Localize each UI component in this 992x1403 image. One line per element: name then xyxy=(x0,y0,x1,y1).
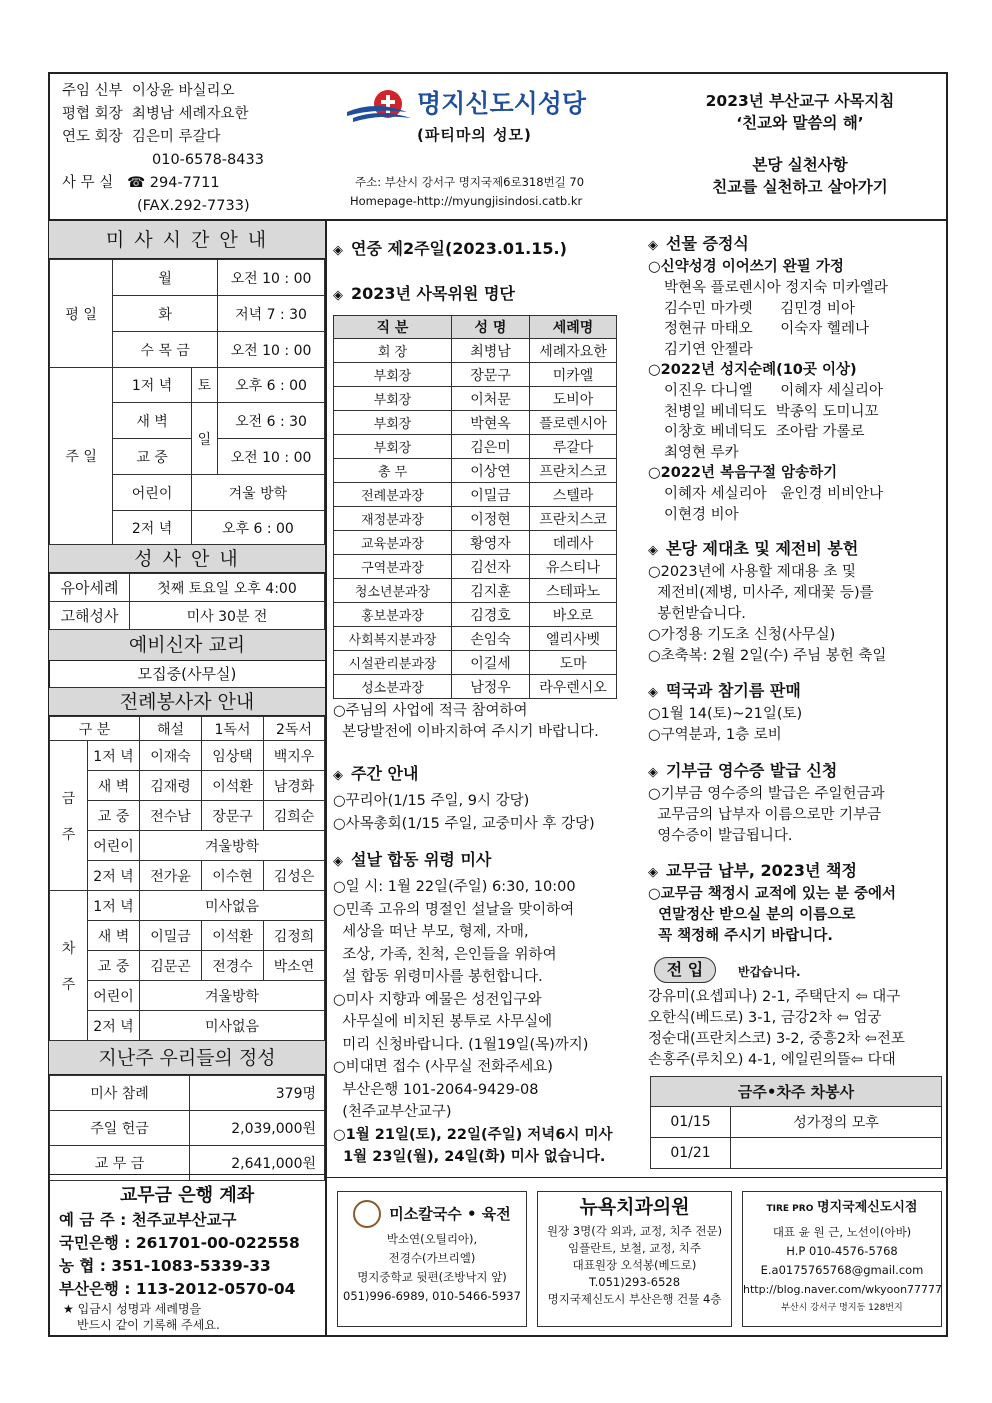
list-line: 김수민 마가렛 김민경 비아 xyxy=(664,300,855,317)
list-line: 최영현 루카 xyxy=(664,444,739,461)
servers-title: 전례봉사자 안내 xyxy=(49,688,325,716)
ad-dental: 뉴욕치과의원 원장 3명(각 외과, 교정, 치주 전문) 임플란트, 보철, 교정, 치주 대표원장 오석봉(베드로) T.051)293-6528 명지국제신도시 부산은행 건물 4층 xyxy=(537,1191,732,1327)
list-line: 제전비(제병, 미사주, 제대꽃 등)를 xyxy=(648,585,874,601)
welcome-header xyxy=(648,957,943,985)
church-name: 명지신도시성당 xyxy=(417,89,587,118)
heading-weekly: ◈ 주간 안내 xyxy=(333,764,419,783)
list-line: 영수증이 발급됩니다. xyxy=(648,828,793,844)
list-line: ○1월 14(토)~21일(토) xyxy=(648,706,803,722)
duty-table: 금주•차주 차봉사 01/15 성가정의 모후 01/21 xyxy=(650,1076,942,1169)
council-row: 사회복지분과장 손임숙 엘리사벳 xyxy=(334,627,617,651)
council-row: 전례분과장 이밀금 스텔라 xyxy=(334,483,617,507)
list-line: 1월 23일(월), 24일(화) 미사 없습니다. xyxy=(333,1149,606,1165)
list-line: 정현규 마태오 이숙자 헬레나 xyxy=(664,321,869,337)
lunar-list xyxy=(333,876,643,1169)
left-column xyxy=(49,221,327,1335)
list-line: 사무실에 비치된 봉투로 사무실에 xyxy=(333,1014,553,1030)
list-line: 미리 신청바랍니다. (1월19일(목)까지) xyxy=(333,1036,589,1053)
list-line: ○비대면 접수 (사무실 전화주세요) xyxy=(333,1059,553,1075)
catechumen-text: 모집중(사무실) xyxy=(49,661,325,688)
staff-row: 연도 회장 김은미 루갈다 xyxy=(62,129,221,145)
list-line: ○구역분과, 1층 로비 xyxy=(648,727,782,743)
servers-table: 구 분 해설 1독서 2독서 금 주 1저 녁 이재숙 임상택 백지우 새 벽 김재령 이석환 남경화 교 중 전수남 장문구 김희순 어린이 겨울방학 2저 녁 전가윤 이수현 김성은 차 주 1저 녁 미사없음 새 벽 이밀금 이석환 김정희 교 중 김문곤 전경수 박소연 어린이 겨울방학 2저 녁 미사없음 xyxy=(49,716,325,1041)
council-row: 성소분과장 남정우 라우렌시오 xyxy=(334,675,617,699)
list-line: ○미사 지향과 예물은 성전입구와 xyxy=(333,991,542,1008)
heading-sunday: ◈ 연중 제2주일(2023.01.15.) xyxy=(333,239,567,258)
list-line: ○가정용 기도초 신청(사무실) xyxy=(648,627,836,643)
list-line: ○일 시: 1월 22일(주일) 6:30, 10:00 xyxy=(333,879,576,895)
welcome-text: 반갑습니다. xyxy=(738,965,801,979)
list-line: 세상을 떠난 부모, 형제, 자매, xyxy=(333,924,529,940)
header-right: 2023년 부산교구 사목지침 ‘친교와 말씀의 해’ 본당 실천사항 친교를 실천하고 살아가기 xyxy=(705,92,895,196)
list-line: 강유미(요셉피나) 2-1, 주택단지 ⇦ 대구 xyxy=(648,989,901,1005)
heading-gift: ◈ 선물 증정식 xyxy=(648,234,749,253)
mass-title: 미 사 시 간 안 내 xyxy=(49,221,325,259)
council-row: 부회장 김은미 루갈다 xyxy=(334,435,617,459)
offering-table: 미사 참례 379명 주일 헌금 2,039,000원 교 무 금 2,641,000원 xyxy=(49,1075,325,1181)
ad-restaurant: 미소칼국수 • 육전 박소연(오틸리아), 전경수(가브리엘) 명지중학교 뒷편(조방낙지 앞) 051)996-6989, 010-5466-5937 xyxy=(337,1191,527,1327)
list-line: (천주교부산교구) xyxy=(333,1104,452,1120)
council-row: 회 장 최병남 세례자요한 xyxy=(334,339,617,363)
church-subtitle: (파티마의 성모) xyxy=(417,126,532,144)
heading-candle: ◈ 본당 제대초 및 제전비 봉헌 xyxy=(648,539,859,558)
middle-column: ◈ 연중 제2주일(2023.01.15.) ◈ 2023년 사목위원 명단 직 분 성 명 세례명 회 장 최병남 세례자요한 부회장 장문구 미카엘 부회장 이처문 도비아 부회장 박현옥 플로렌시아 부회장 김은미 루갈다 총 무 이상연 프란치스코 전례분과장 이밀금 스텔라 재정분과장 이정현 프란치스코 교육분과장 황영자 데레사 구역분과장 김선자 유스티나 청소년분과장 김지훈 스테파노 홍보분과장 김경호 바오로 사회복지분과장 손임숙 엘리사벳 시설관리분과장 이길세 도마 성소분과장 남정우 라우렌시오 ○주님의 사업에 적극 참여하여 본당발전에 이바지하여 주시기 바랍니다. ◈ 주간 안내 ○꾸리아(1/15 주일, 9시 강당) ○사목총회(1/15 주일, 교중미사 후 강당) ◈ 설날 합동 위령 미사 ○일 시: 1월 22일(주일) 6:30, 10:00 ○민족 고유의 명절인 설날을 맞이하여 세상을 떠난 부모, 형제, 자매, 조상, 가족, 친척, 은인들을 위하여 설 합동 위령미사를 봉헌합니다. ○미사 지향과 예물은 성전입구와 사무실에 비치된 봉투로 사무실에 미리 신청바랍니다. (1월19일(목)까지) ○비대면 접수 (사무실 전화주세요) 부산은행 101-2064-9429-08 (천주교부산교구) ○1월 21일(토), 22일(주일) 저녁6시 미사 1월 23일(월), 24일(화) 미사 없습니다. xyxy=(333,238,643,1169)
council-row: 부회장 박현옥 플로렌시아 xyxy=(334,411,617,435)
fax: (FAX.292-7733) xyxy=(137,198,250,214)
list-line: 손홍주(루치오) 4-1, 에일린의뜰⇦ 다대 xyxy=(648,1052,896,1068)
list-line: ○기부금 영수증의 발급은 주일헌금과 xyxy=(648,786,885,802)
welcome-badge: 전 입 xyxy=(654,957,716,983)
list-line: 조상, 가족, 친척, 은인들을 위하여 xyxy=(333,946,557,963)
list-line: 이진우 다니엘 이혜자 세실리아 xyxy=(664,383,883,399)
list-line: 연말정산 받으실 분의 이름으로 xyxy=(648,907,856,923)
council-row: 구역분과장 김선자 유스티나 xyxy=(334,555,617,579)
heading-receipt: ◈ 기부금 영수증 발급 신청 xyxy=(648,761,838,780)
sunday-label: 주 일 xyxy=(50,368,113,545)
council-row: 총 무 이상연 프란치스코 xyxy=(334,459,617,483)
ad-tire: TIRE PRO 명지국제신도시점 대표 윤 원 근, 노선이(아바) H.P 010-4576-5768 E.a0175765768@gmail.com http://blog.naver.com/wkyoon77777 부산시 강서구 명지동 128번지 xyxy=(742,1191,942,1327)
list-line: 천병일 베네딕도 박종익 도미니꼬 xyxy=(664,403,879,420)
list-line: 이창호 베네딕도 조아람 가롤로 xyxy=(664,424,865,440)
mass-table: 평 일 월 오전 10 : 00 화 저녁 7 : 30 수 목 금 오전 10 : 00 주 일 1저 녁 토 오후 6 : 00 새 벽 일 오전 6 : 30 교 중 오전 10 : 00 어린이 겨울 방학 2저 녁 오후 6 : 00 xyxy=(49,259,325,545)
council-row: 부회장 장문구 미카엘 xyxy=(334,363,617,387)
offering-title: 지난주 우리들의 정성 xyxy=(49,1041,325,1075)
list-line: 정순대(프란치스코) 3-2, 중흥2차 ⇦전포 xyxy=(648,1031,905,1047)
bank-section: 교무금 은행 계좌 예 금 주 : 천주교부산교구 국민은행 : 261701-00-022558 농 협 : 351-1083-5339-33 부산은행 : 113-2012-0570-04 ★ 입금시 성명과 세례명을 반드시 같이 기록해 주세요. xyxy=(49,1174,325,1333)
list-line: 꼭 책정해 주시기 바랍니다. xyxy=(648,928,833,944)
right-column: ◈ 선물 증정식 ○신약성경 이어쓰기 완필 가정 박현옥 플로렌시아 정지숙 미카엘라 김수민 마가렛 김민경 비아 정현규 마태오 이숙자 헬레나 김기연 안젤라 ○2022년 성지순례(10곳 이상) 이진우 다니엘 이혜자 세실리아 천병일 베네딕도 박종익 도미니꼬 이창호 베네딕도 조아람 가롤로 최영현 루카 ○2022년 복음구절 암송하기 이혜자 세실리아 윤인경 비비안나 이현경 비아 ◈ 본당 제대초 및 제전비 봉헌 ○2023년에 사용할 제대용 초 및 제전비(제병, 미사주, 제대꽃 등)를 봉헌받습니다. ○가정용 기도초 신청(사무실) ○초축복: 2월 2일(수) 주님 봉헌 축일 ◈ 떡국과 참기름 판매 ○1월 14(토)~21일(토) ○구역분과, 1층 로비 ◈ 기부금 영수증 발급 신청 ○기부금 영수증의 발급은 주일헌금과 교무금의 납부자 이름으로만 기부금 영수증이 발급됩니다. ◈ 교무금 납부, 2023년 책정 ○교무금 책정시 교적에 있는 분 중에서 연말정산 받으실 분의 이름으로 꼭 책정해 주시기 바랍니다. 전 입 반갑습니다. 강유미(요셉피나) 2-1, 주택단지 ⇦ 대구 오한식(베드로) 3-1, 금강2차 ⇦ 엄궁 정순대(프란치스코) 3-2, 중흥2차 ⇦전포 손홍주(루치오) 4-1, 에일린의뜰⇦ 다대 xyxy=(648,233,943,1071)
church-logo-icon xyxy=(345,86,415,126)
header-left xyxy=(62,80,312,218)
list-line: 박현옥 플로렌시아 정지숙 미카엘라 xyxy=(664,280,888,296)
staff-row: 평협 회장 최병남 세례자요한 xyxy=(62,106,249,122)
heading-rice: ◈ 떡국과 참기름 판매 xyxy=(648,681,801,700)
list-line: 김기연 안젤라 xyxy=(664,341,753,358)
phone: 010-6578-8433 xyxy=(152,152,264,168)
bowl-icon xyxy=(353,1200,381,1228)
council-row: 재정분과장 이정현 프란치스코 xyxy=(334,507,617,531)
list-line: 설 합동 위령미사를 봉헌합니다. xyxy=(333,969,543,985)
list-line: ○교무금 책정시 교적에 있는 분 중에서 xyxy=(648,886,896,902)
council-row: 교육분과장 황영자 데레사 xyxy=(334,531,617,555)
council-row: 청소년분과장 김지훈 스테파노 xyxy=(334,579,617,603)
list-line: 부산은행 101-2064-9429-08 xyxy=(333,1081,539,1098)
list-line: 이현경 비아 xyxy=(664,506,739,523)
council-row: 부회장 이처문 도비아 xyxy=(334,387,617,411)
list-line: 오한식(베드로) 3-1, 금강2차 ⇦ 엄궁 xyxy=(648,1010,882,1026)
list-line: ○민족 고유의 명절인 설날을 맞이하여 xyxy=(333,901,575,918)
office: 사 무 실 ☎ 294-7711 xyxy=(62,175,220,191)
list-line: ○1월 21일(토), 22일(주일) 저녁6시 미사 xyxy=(333,1126,613,1143)
list-line: ○초축복: 2월 2일(수) 주님 봉헌 축일 xyxy=(648,648,887,664)
list-line: 교무금의 납부자 이름으로만 기부금 xyxy=(648,807,882,823)
homepage-link[interactable]: Homepage-http://myungjisindosi.catb.kr xyxy=(350,194,583,208)
council-row: 홍보분과장 김경호 바오로 xyxy=(334,603,617,627)
list-line: ○2023년에 사용할 제대용 초 및 xyxy=(648,564,857,580)
catechumen-title: 예비신자 교리 xyxy=(49,630,325,661)
list-line: 이혜자 세실리아 윤인경 비비안나 xyxy=(664,486,884,502)
sacrament-title: 성 사 안 내 xyxy=(49,545,325,573)
list-line: 봉헌받습니다. xyxy=(648,606,746,622)
heading-lunar: ◈ 설날 합동 위령 미사 xyxy=(333,850,492,869)
weekday-label: 평 일 xyxy=(50,260,113,368)
council-row: 시설관리분과장 이길세 도마 xyxy=(334,651,617,675)
heading-council: ◈ 2023년 사목위원 명단 xyxy=(333,284,515,303)
bank-title: 교무금 은행 계좌 xyxy=(119,1185,255,1206)
sacrament-table: 유아세례 첫째 토요일 오후 4:00 고해성사 미사 30분 전 xyxy=(49,573,325,630)
council-table: 직 분 성 명 세례명 회 장 최병남 세례자요한 부회장 장문구 미카엘 부회장 이처문 도비아 부회장 박현옥 플로렌시아 부회장 김은미 루갈다 총 무 이상연 프란치스코 전례분과장 이밀금 스텔라 재정분과장 이정현 프란치스코 교육분과장 황영자 데레사 구역분과장 김선자 유스티나 청소년분과장 김지훈 스테파노 홍보분과장 김경호 바오로 사회복지분과장 손임숙 엘리사벳 시설관리분과장 이길세 도마 성소분과장 남정우 라우렌시오 xyxy=(333,315,617,699)
heading-tithe: ◈ 교무금 납부, 2023년 책정 xyxy=(648,861,857,880)
address: 주소: 부산시 강서구 명지국제6로318번길 70 xyxy=(355,175,585,189)
staff-row: 주임 신부 이상윤 바실리오 xyxy=(62,83,235,99)
